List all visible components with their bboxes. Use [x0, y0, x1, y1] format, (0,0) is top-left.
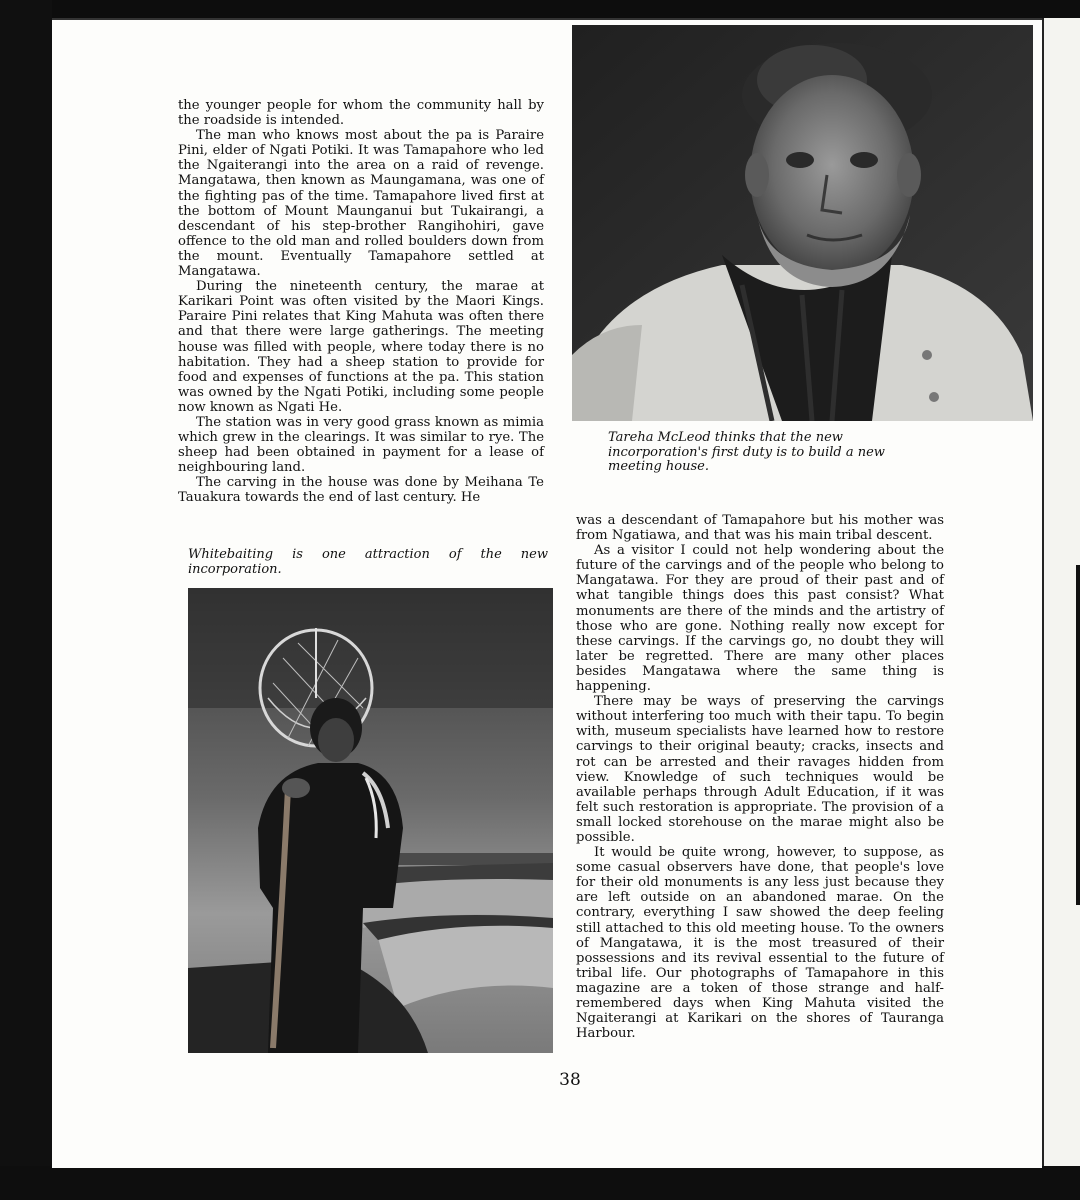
paragraph: It would be quite wrong, however, to suppose, as some casual observers have done, that people's love for their old monuments is any less just because they are left outside on an abandoned marae. On the contrary, everything I saw showed the deep feeling still attached to this old meeting house. To the owners of Mangatawa, it is the most treasured of their possessions and its revival essential to the future of tribal life. Our photographs of Tamapahore in this magazine are a token of those strange and half-remembered days when King Mahuta visited the Ngaiterangi at Karikari on the shores of Tauranga Harbour. — [576, 845, 944, 1042]
whitebaiting-photo — [188, 588, 553, 1053]
right-column-text — [576, 513, 944, 1041]
page-number: 38 — [559, 1070, 581, 1090]
whitebaiting-photo-caption: Whitebaiting is one attraction of the new incorporation. — [188, 547, 548, 577]
paragraph: was a descendant of Tamapahore but his mother was from Ngatiawa, and that was his main tribal descent. — [576, 513, 944, 544]
tareha-mcleod-portrait — [572, 25, 1033, 421]
scan-border-left — [0, 0, 52, 1200]
portrait-caption: Tareha McLeod thinks that the new incorporation's first duty is to build a new meeting house. — [608, 430, 885, 474]
scan-border-top — [0, 0, 1080, 18]
paragraph: the younger people for whom the community hall by the roadside is intended. — [178, 98, 544, 129]
paragraph: As a visitor I could not help wondering about the future of the carvings and of the people who belong to Mangatawa. For they are proud of their past and of what tangible things does this past consist? What monuments are there of the minds and the artistry of those who are gone. Nothing really now except for these carvings. If the carvings go, no doubt they will later be regretted. There are many other places besides Mangatawa where the same thing is happening. — [576, 543, 944, 695]
binding-shadow — [1076, 565, 1080, 905]
paragraph: The carving in the house was done by Meihana Te Tauakura towards the end of last century. He — [178, 475, 544, 506]
paragraph: The station was in very good grass known as mimia which grew in the clearings. It was similar to rye. The sheep had been obtained in payment for a lease of neighbouring land. — [178, 414, 544, 476]
paragraph: During the nineteenth century, the marae at Karikari Point was often visited by the Maori Kings. Paraire Pini relates that King Mahuta was often there and that there were large gatherings. The meeting house was filled with people, where today there is no habitation. They had a sheep station to provide for food and expenses of functions at the pa. This station was owned by the Ngati Potiki, including some people now known as Ngati He. — [178, 279, 544, 415]
paragraph: The man who knows most about the pa is Paraire Pini, elder of Ngati Potiki. It was Tamapahore who led the Ngaiterangi into the area on a raid of revenge. Mangatawa, then known as Maungamana, was one of the fighting pas of the time. Tamapahore lived first at the bottom of Mount Maunganui but Tukairangi, a descendant of his step-brother Rangihohiri, gave offence to the old man and rolled boulders down from the mount. Eventually Tamapahore settled at Mangatawa. — [178, 128, 544, 280]
paragraph: There may be ways of preserving the carvings without interfering too much with their tapu. To begin with, museum specialists have learned how to restore carvings to their original beauty; cracks, insects and rot can be arrested and their ravages hidden from view. Knowledge of such techniques would be available perhaps through Adult Education, if it was felt such restoration is appropriate. The provision of a small locked storehouse on the marae might also be possible. — [576, 694, 944, 845]
scan-border-bottom — [0, 1166, 1080, 1200]
left-column-text — [178, 98, 544, 506]
next-page-edge — [1042, 18, 1080, 1166]
